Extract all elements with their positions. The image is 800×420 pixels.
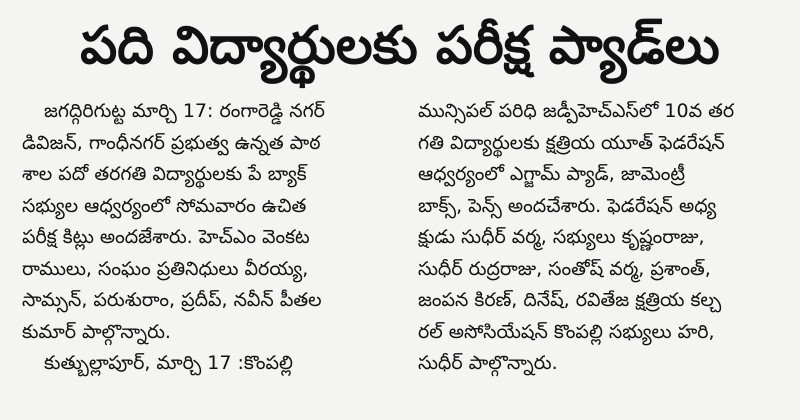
text-line: రల్ అసోసియేషన్ కొంపల్లి సభ్యులు హరి, (418, 320, 715, 343)
text-line: మున్సిపల్ పరిధి జడ్పీహెచ్‌ఎస్‌లో 10వ తర (418, 100, 735, 122)
text-line: సామ్సన్, పరుశురాం, ప్రదీప్, నవీన్ పీతల (22, 289, 322, 311)
text-line: డివిజన్, గాంధీనగర్ ప్రభుత్వ ఉన్నత పాఠ (22, 131, 321, 154)
left-column (22, 96, 382, 380)
text-line: పరీక్ష కిట్లు అందజేశారు. హెచ్‌ఎం వెంకట (22, 226, 310, 248)
text-line: జంపన కిరణ్, దినేష్, రవితేజ క్షత్రియ కల్చ (418, 289, 722, 311)
article-body (22, 96, 778, 380)
text-line: సుధీర్ పాల్గొన్నారు. (418, 352, 558, 374)
text-line: బాక్స్, పెన్స్ అందచేశారు. ఫెడరేషన్ అధ్య (418, 194, 717, 217)
text-line: సభ్యుల ఆధ్వర్యంలో సోమవారం ఉచిత (22, 194, 307, 217)
text-line: జగద్గిరిగుట్ట మార్చి 17: రంగారెడ్డి నగర్ (44, 100, 325, 122)
text-line: రాములు, సంఘం ప్రతినిధులు వీరయ్య, (22, 257, 309, 280)
text-line: ఆధ్వర్యంలో ఎగ్జామ్ ప్యాడ్, జామెంట్రీ (418, 163, 686, 185)
text-line: గతి విద్యార్థులకు క్షత్రియ యూత్ ఫెడరేషన్ (418, 131, 725, 154)
text-line: శాల పదో తరగతి విద్యార్థులకు పే బ్యాక్ (22, 163, 307, 185)
headline: పది విద్యార్థులకు పరీక్ష ప్యాడ్‌లు (80, 16, 720, 76)
text-line: సుధీర్ రుద్రరాజు, సంతోష్ వర్మ, ప్రశాంత్, (418, 257, 711, 280)
text-line: క్షుడు సుధీర్ వర్మ, సభ్యులు కృష్ణంరాజు, (418, 226, 705, 248)
right-column (418, 96, 778, 380)
text-line: కుమార్ పాల్గొన్నారు. (22, 320, 171, 343)
text-line: కుత్బుల్లాపూర్, మార్చి 17 :కొంపల్లి (44, 352, 293, 374)
